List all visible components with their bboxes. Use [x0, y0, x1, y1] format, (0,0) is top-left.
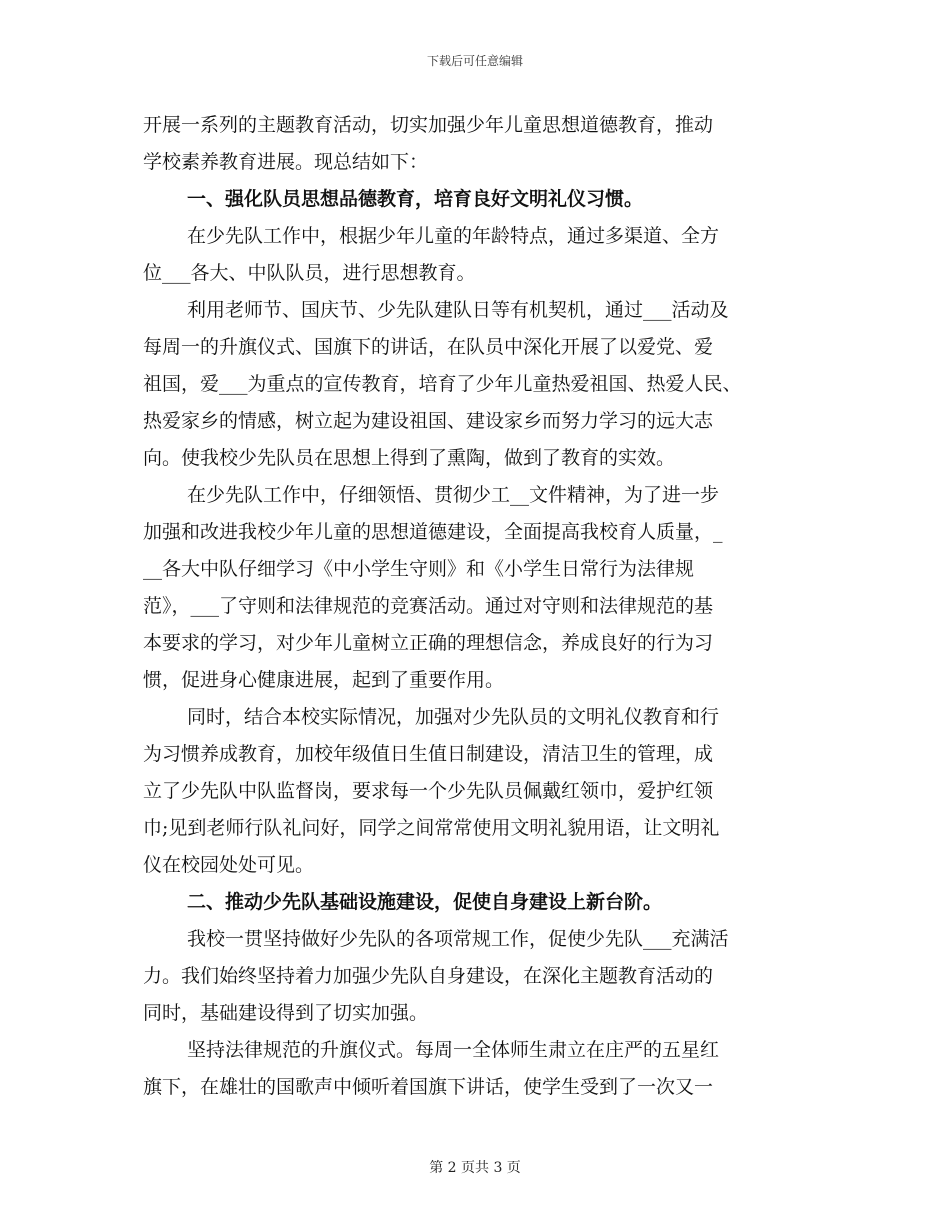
text-line: 本要求的学习，对少年儿童树立正确的理想信念，养成良好的行为习 [143, 632, 714, 654]
text-line: 范》，___了守则和法律规范的竞赛活动。通过对守则和法律规范的基 [143, 595, 714, 617]
text-line: 同时，基础建设得到了切实加强。 [143, 1002, 429, 1024]
text-line: 旗下，在雄壮的国歌声中倾听着国旗下讲话，使学生受到了一次又一 [143, 1076, 714, 1098]
document-body [143, 107, 823, 1106]
header-note: 下载后可任意编辑 [426, 54, 523, 68]
text-line: 每周一的升旗仪式、国旗下的讲话，在队员中深化开展了以爱党、爱 [143, 336, 714, 358]
text-line: 我校一贯坚持做好少先队的各项常规工作，促使少先队___充满活 [187, 928, 729, 950]
text-line: 向。使我校少先队员在思想上得到了熏陶，做到了教育的实效。 [143, 447, 676, 469]
section-heading-2: 二、推动少先队基础设施建设，促使自身建设上新台阶。 [187, 891, 663, 913]
text-line: 同时，结合本校实际情况，加强对少先队员的文明礼仪教育和行 [187, 706, 720, 728]
text-line: 力。我们始终坚持着力加强少先队自身建设，在深化主题教育活动的 [143, 965, 714, 987]
text-line: 在少先队工作中，根据少年儿童的年龄特点，通过多渠道、全方 [187, 225, 720, 247]
text-line: 热爱家乡的情感，树立起为建设祖国、建设家乡而努力学习的远大志 [143, 410, 714, 432]
text-line: 为习惯养成教育，加校年级值日生值日制建设，清洁卫生的管理，成 [143, 743, 714, 765]
text-line: 巾;见到老师行队礼问好，同学之间常常使用文明礼貌用语，让文明礼 [143, 817, 720, 839]
text-line: 利用老师节、国庆节、少先队建队日等有机契机，通过___活动及 [187, 299, 729, 321]
text-line: 坚持法律规范的升旗仪式。每周一全体师生肃立在庄严的五星红 [187, 1039, 720, 1061]
text-line: 开展一系列的主题教育活动，切实加强少年儿童思想道德教育，推动 [143, 114, 714, 136]
text-line: 位___各大、中队队员，进行思想教育。 [143, 262, 476, 284]
text-line: 惯，促进身心健康进展，起到了重要作用。 [143, 669, 505, 691]
text-line: 加强和改进我校少年儿童的思想道德建设，全面提高我校育人质量，_ [143, 521, 723, 543]
section-heading-1: 一、强化队员思想品德教育，培育良好文明礼仪习惯。 [187, 188, 644, 210]
text-line: 祖国，爱___为重点的宣传教育，培育了少年儿童热爱祖国、热爱人民、 [143, 373, 742, 395]
page-number: 第 2 页共 3 页 [429, 1160, 521, 1176]
text-line: 在少先队工作中，仔细领悟、贯彻少工__文件精神，为了进一步 [187, 484, 720, 506]
text-line: __各大中队仔细学习《中小学生守则》和《小学生日常行为法律规 [143, 558, 695, 580]
text-line: 仪在校园处处可见。 [143, 854, 315, 876]
text-line: 立了少先队中队监督岗，要求每一个少先队员佩戴红领巾，爱护红领 [143, 780, 714, 802]
text-line: 学校素养教育进展。现总结如下： [143, 151, 429, 173]
